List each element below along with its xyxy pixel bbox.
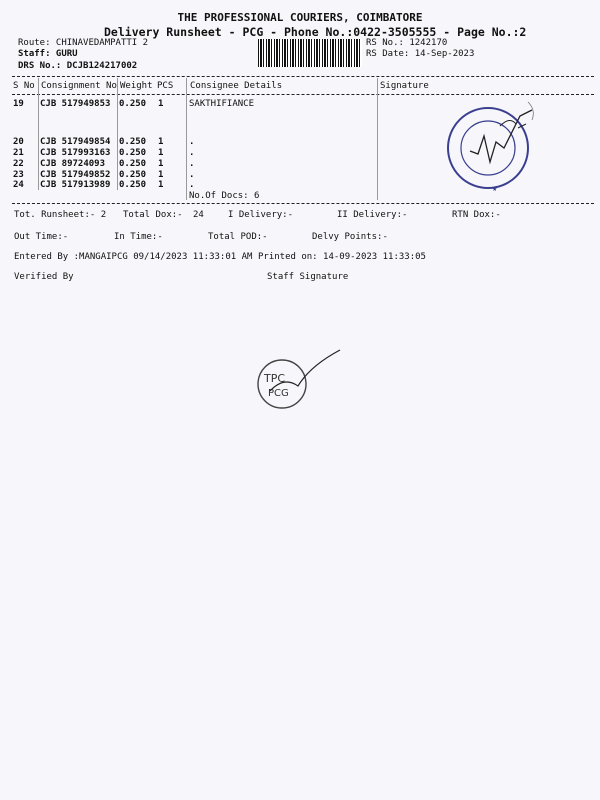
row-sno: 23 bbox=[13, 170, 24, 180]
svg-text:TPC: TPC bbox=[264, 372, 286, 385]
staff-label: Staff: GURU bbox=[18, 49, 78, 59]
row-sno: 24 bbox=[13, 180, 24, 190]
staff-signature: Staff Signature bbox=[267, 272, 349, 282]
col-consignee: Consignee Details bbox=[190, 81, 283, 91]
row-consignee: . bbox=[189, 137, 195, 147]
row-consignee: . bbox=[189, 148, 195, 158]
row-consignee: . bbox=[189, 180, 195, 190]
row-weight: 0.250 bbox=[119, 137, 147, 147]
svg-text:★: ★ bbox=[492, 186, 498, 193]
row-weight: 0.250 bbox=[119, 148, 147, 158]
drs-number: DRS No.: DCJB124217002 bbox=[18, 61, 138, 71]
row-pcs: 1 bbox=[158, 170, 164, 180]
row-sno: 22 bbox=[13, 159, 24, 169]
route-label: Route: CHINAVEDAMPATTI 2 bbox=[18, 38, 149, 48]
column-separator bbox=[377, 78, 378, 200]
row-consignment: CJB 517993163 bbox=[40, 148, 111, 158]
row-sno: 20 bbox=[13, 137, 24, 147]
row-pcs: 1 bbox=[158, 99, 164, 109]
barcode bbox=[258, 39, 362, 67]
row-pcs: 1 bbox=[158, 159, 164, 169]
out-time: Out Time:- bbox=[14, 232, 69, 242]
divider bbox=[12, 94, 594, 95]
verified-by: Verified By bbox=[14, 272, 74, 282]
column-separator bbox=[38, 78, 39, 190]
delivery-points: Delvy Points:- bbox=[312, 232, 388, 242]
col-signature: Signature bbox=[380, 81, 429, 91]
row-pcs: 1 bbox=[158, 180, 164, 190]
column-separator bbox=[186, 78, 187, 200]
row-consignment: CJB 517949853 bbox=[40, 99, 111, 109]
col-consignment: Consignment No bbox=[41, 81, 117, 91]
row-consignee: . bbox=[189, 159, 195, 169]
row-consignee: SAKTHIFIANCE bbox=[189, 99, 255, 109]
col-sno: S No bbox=[13, 81, 35, 91]
row-pcs: 1 bbox=[158, 137, 164, 147]
column-separator bbox=[117, 78, 118, 190]
row-consignment: CJB 517949854 bbox=[40, 137, 111, 147]
row-weight: 0.250 bbox=[119, 159, 147, 169]
row-sno: 21 bbox=[13, 148, 24, 158]
printed-on: Printed on: 14-09-2023 11:33:05 bbox=[258, 252, 426, 262]
row-pcs: 1 bbox=[158, 148, 164, 158]
total-dox-label: Total Dox:- bbox=[123, 210, 183, 220]
total-pod: Total POD:- bbox=[208, 232, 268, 242]
runsheet-title: Delivery Runsheet - PCG - Phone No.:0422-3505555 - Page No.:2 bbox=[104, 25, 527, 39]
in-time: In Time:- bbox=[114, 232, 163, 242]
row-consignment: CJB 517949852 bbox=[40, 170, 111, 180]
total-runsheet: Tot. Runsheet:- 2 bbox=[14, 210, 107, 220]
row-consignment: CJB 517913989 bbox=[40, 180, 111, 190]
row-consignee: . bbox=[189, 170, 195, 180]
second-delivery: II Delivery:- bbox=[337, 210, 408, 220]
first-delivery: I Delivery:- bbox=[228, 210, 294, 220]
company-name: THE PROFESSIONAL COURIERS, COIMBATORE bbox=[177, 11, 423, 24]
divider bbox=[12, 203, 594, 204]
rs-date: RS Date: 14-Sep-2023 bbox=[366, 49, 475, 59]
rtn-dox: RTN Dox:- bbox=[452, 210, 501, 220]
total-dox-value: 24 bbox=[193, 210, 204, 220]
row-consignment: CJB 89724093 bbox=[40, 159, 106, 169]
col-pcs: PCS bbox=[157, 81, 174, 91]
svg-text:PCG: PCG bbox=[268, 388, 289, 399]
row-weight: 0.250 bbox=[119, 170, 147, 180]
no-of-docs: No.Of Docs: 6 bbox=[189, 191, 260, 201]
divider bbox=[12, 76, 594, 77]
rs-number: RS No.: 1242170 bbox=[366, 38, 448, 48]
row-weight: 0.250 bbox=[119, 99, 147, 109]
row-weight: 0.250 bbox=[119, 180, 147, 190]
entered-by: Entered By :MANGAIPCG 09/14/2023 11:33:01 AM bbox=[14, 252, 253, 262]
row-sno: 19 bbox=[13, 99, 24, 109]
col-weight: Weight bbox=[120, 81, 153, 91]
